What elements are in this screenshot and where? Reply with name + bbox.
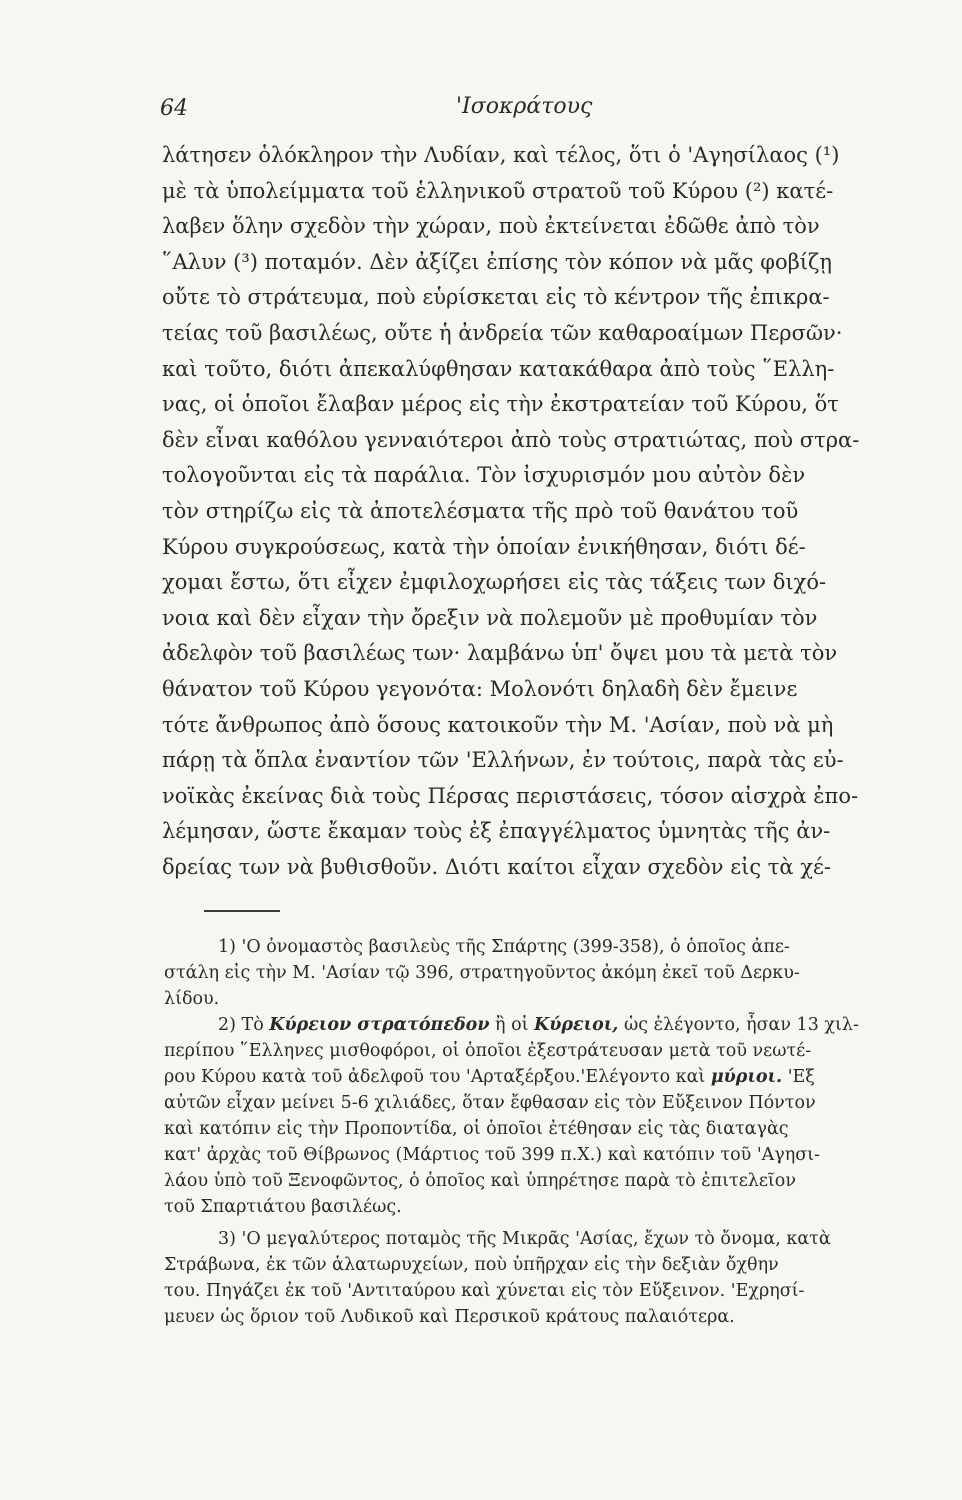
footnote-line: στάλη εἰς τὴν Μ. 'Ασίαν τῷ 396, στρατηγοῦντος ἀκόμη ἐκεῖ τοῦ Δερκυ- bbox=[164, 963, 800, 983]
footnote-line: 3) 'Ο μεγαλύτερος ποταμὸς τῆς Μικρᾶς 'Ασίας, ἔχων τὸ ὄνομα, κατὰ bbox=[218, 1229, 831, 1249]
text-line: τολογοῦνται εἰς τὰ παράλια. Τὸν ἰσχυρισμόν μου αὐτὸν δὲν bbox=[162, 463, 806, 488]
footnote-text: 'Εξ bbox=[782, 1067, 815, 1087]
footnote-2 bbox=[164, 1012, 904, 1220]
footnote-3 bbox=[164, 1226, 904, 1330]
footnote-line bbox=[164, 1012, 904, 1038]
footnote-line: περίπου ῞Ελληνες μισθοφόροι, οἱ ὁποῖοι ἐξεστράτευσαν μετὰ τοῦ νεωτέ- bbox=[164, 1041, 812, 1061]
footnote-text: ρου Κύρου κατὰ τοῦ ἀδελφοῦ του 'Αρταξέρξου.'Ελέγοντο καὶ bbox=[164, 1067, 711, 1087]
text-line: τότε ἄνθρωπος ἀπὸ ὅσους κατοικοῦν τὴν Μ. 'Ασίαν, ποὺ νὰ μὴ bbox=[162, 712, 834, 737]
text-line: λαβεν ὅλην σχεδὸν τὴν χώραν, ποὺ ἐκτείνεται ἐδῶθε ἀπὸ τὸν bbox=[162, 214, 820, 239]
footnote-line: Στράβωνα, ἐκ τῶν ἁλατωρυχείων, ποὺ ὑπῆρχαν εἰς τὴν δεξιὰν ὄχθην bbox=[164, 1255, 779, 1275]
text-line: καὶ τοῦτο, διότι ἀπεκαλύφθησαν κατακάθαρα ἀπὸ τοὺς ῞Ελλη- bbox=[162, 356, 835, 381]
footnote-line: του. Πηγάζει ἐκ τοῦ 'Αντιταύρου καὶ χύνεται εἰς τὸν Εὔξεινον. 'Εχρησί- bbox=[164, 1281, 805, 1301]
footnote-line: μευεν ὡς ὅριον τοῦ Λυδικοῦ καὶ Περσικοῦ κράτους παλαιότερα. bbox=[164, 1307, 735, 1327]
text-line: ῞Αλυν (³) ποταμόν. Δὲν ἀξίζει ἐπίσης τὸν κόπον νὰ μᾶς φοβίζῃ bbox=[162, 249, 832, 274]
text-line: Κύρου συγκρούσεως, κατὰ τὴν ὁποίαν ἐνικήθησαν, διότι δέ- bbox=[162, 534, 806, 559]
text-line: δρείας των νὰ βυθισθοῦν. Διότι καίτοι εἶχαν σχεδὸν εἰς τὰ χέ- bbox=[162, 854, 831, 879]
page-number: 64 bbox=[160, 96, 188, 121]
running-head: 'Ισοκράτους bbox=[456, 94, 593, 119]
footnote-text: ὡς ἐλέγοντο, ἦσαν 13 χιλ- bbox=[618, 1015, 859, 1035]
footnote-line: λάου ὑπὸ τοῦ Ξενοφῶντος, ὁ ὁποῖος καὶ ὑπηρέτησε παρὰ τὸ ἐπιτελεῖον bbox=[164, 1171, 796, 1191]
footnote-line: αὐτῶν εἶχαν μείνει 5-6 χιλιάδες, ὅταν ἔφθασαν εἰς τὸν Εὔξεινον Πόντον bbox=[164, 1093, 816, 1113]
text-line: οὔτε τὸ στράτευμα, ποὺ εὑρίσκεται εἰς τὸ κέντρον τῆς ἐπικρα- bbox=[162, 285, 830, 310]
text-line: πάρῃ τὰ ὅπλα ἐναντίον τῶν 'Ελλήνων, ἐν τούτοις, παρὰ τὰς εὐ- bbox=[162, 748, 844, 773]
footnote-line: λίδου. bbox=[164, 989, 220, 1009]
text-line: λάτησεν ὁλόκληρον τὴν Λυδίαν, καὶ τέλος, ὅτι ὁ 'Αγησίλαος (¹) bbox=[162, 143, 840, 167]
text-line: δὲν εἶναι καθόλου γενναιότεροι ἀπὸ τοὺς στρατιώτας, ποὺ στρα- bbox=[162, 427, 860, 452]
text-line: νοια καὶ δὲν εἶχαν τὴν ὄρεξιν νὰ πολεμοῦν μὲ προθυμίαν τὸν bbox=[162, 605, 818, 630]
footnote-emphasis: Κύρειον στρατόπεδον bbox=[269, 1015, 490, 1035]
footnote-line: τοῦ Σπαρτιάτου βασιλέως. bbox=[164, 1197, 402, 1217]
footnote-line: καὶ κατόπιν εἰς τὴν Προποντίδα, οἱ ὁποῖοι ἐτέθησαν εἰς τὰς διαταγὰς bbox=[164, 1119, 789, 1139]
text-line: θάνατον τοῦ Κύρου γεγονότα: Μολονότι δηλαδὴ δὲν ἔμεινε bbox=[162, 676, 798, 701]
text-line: τὸν στηρίζω εἰς τὰ ἀποτελέσματα τῆς πρὸ τοῦ θανάτου τοῦ bbox=[162, 498, 799, 523]
footnote-separator bbox=[204, 910, 280, 912]
text-line: ἀδελφὸν τοῦ βασιλέως των· λαμβάνω ὑπ' ὄψει μου τὰ μετὰ τὸν bbox=[162, 641, 838, 666]
text-line: χομαι ἔστω, ὅτι εἶχεν ἐμφιλοχωρήσει εἰς τὰς τάξεις των διχό- bbox=[162, 570, 827, 595]
footnote-line: κατ' ἀρχὰς τοῦ Θίβρωνος (Μάρτιος τοῦ 399 π.Χ.) καὶ κατόπιν τοῦ 'Αγησι- bbox=[164, 1145, 820, 1165]
footnote-emphasis: μύριοι. bbox=[710, 1067, 783, 1087]
footnote-1 bbox=[164, 934, 904, 1012]
text-line: μὲ τὰ ὑπολείμματα τοῦ ἑλληνικοῦ στρατοῦ τοῦ Κύρου (²) κατέ- bbox=[162, 178, 834, 203]
text-line: νας, οἱ ὁποῖοι ἔλαβαν μέρος εἰς τὴν ἐκστρατείαν τοῦ Κύρου, ὅτ bbox=[162, 392, 839, 417]
text-line: τείας τοῦ βασιλέως, οὔτε ἡ ἀνδρεία τῶν καθαροαίμων Περσῶν· bbox=[162, 320, 843, 345]
footnote-line: 1) 'Ο ὀνομαστὸς βασιλεὺς τῆς Σπάρτης (399-358), ὁ ὁποῖος ἀπε- bbox=[218, 937, 790, 957]
main-text bbox=[162, 138, 910, 885]
footnote-text: ἢ οἱ bbox=[489, 1015, 535, 1035]
footnotes bbox=[164, 934, 904, 1330]
footnote-emphasis: Κύρειοι, bbox=[534, 1015, 619, 1035]
footnote-line bbox=[164, 1064, 904, 1090]
text-line: νοϊκὰς ἐκείνας διὰ τοὺς Πέρσας περιστάσεις, τόσον αἰσχρὰ ἐπο- bbox=[162, 783, 859, 808]
text-line: λέμησαν, ὥστε ἔκαμαν τοὺς ἐξ ἐπαγγέλματος ὑμνητὰς τῆς ἀν- bbox=[162, 819, 831, 844]
footnote-text: 2) Τὸ bbox=[218, 1015, 270, 1035]
